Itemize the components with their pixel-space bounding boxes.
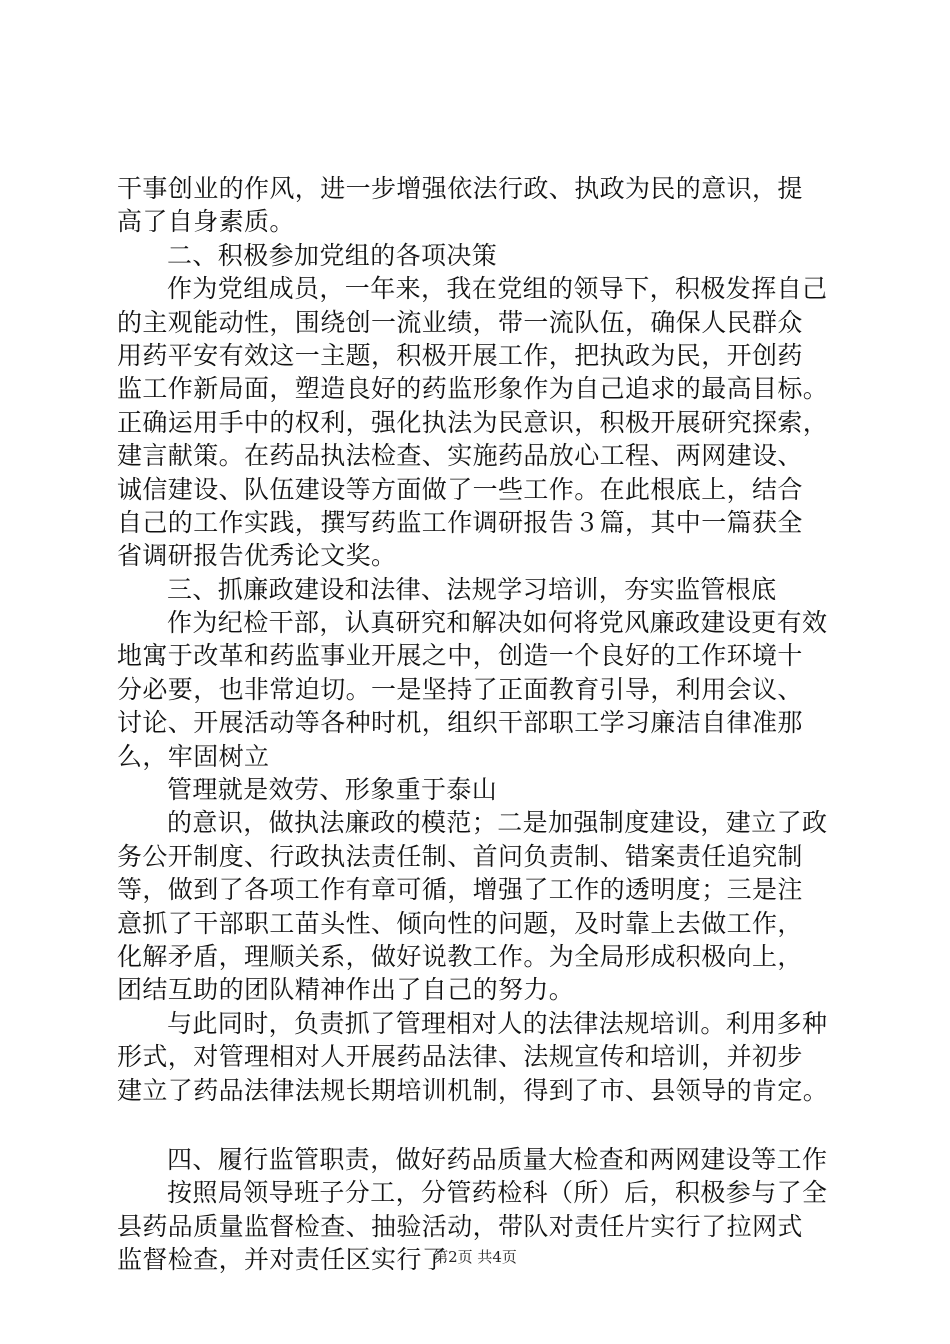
text-line: 高了自身素质。 <box>117 207 295 237</box>
text-line: 分必要，也非常迫切。一是坚持了正面教育引导，利用会议、 <box>117 674 803 704</box>
paragraph-gap <box>117 1107 847 1143</box>
text-line: 管理就是效劳、形象重于泰山 <box>167 775 498 805</box>
text-line: 三、抓廉政建设和法律、法规学习培训，夯实监管根底 <box>167 574 777 604</box>
text-line: 等，做到了各项工作有章可循，增强了工作的透明度；三是注 <box>117 875 803 905</box>
text-line: 么，牢固树立 <box>117 741 270 771</box>
text-line: 形式，对管理相对人开展药品法律、法规宣传和培训，并初步 <box>117 1042 803 1072</box>
text-line: 正确运用手中的权利，强化执法为民意识，积极开展研究探索， <box>117 407 829 437</box>
text-line: 干事创业的作风，进一步增强依法行政、执政为民的意识，提 <box>117 174 803 203</box>
text-line: 地寓于改革和药监事业开展之中，创造一个良好的工作环境十 <box>117 641 803 671</box>
text-line: 的意识，做执法廉政的模范；二是加强制度建设，建立了政 <box>167 808 828 838</box>
text-line: 的主观能动性，围绕创一流业绩，带一流队伍，确保人民群众 <box>117 307 803 337</box>
text-line: 监工作新局面，塑造良好的药监形象作为自己追求的最高目标。 <box>117 374 829 404</box>
text-line: 四、履行监管职责，做好药品质量大检查和两网建设等工作 <box>167 1144 828 1174</box>
text-line: 自己的工作实践，撰写药监工作调研报告３篇，其中一篇获全 <box>117 507 803 537</box>
text-line: 按照局领导班子分工，分管药检科（所）后，积极参与了全 <box>167 1178 828 1208</box>
text-line: 化解矛盾，理顺关系，做好说教工作。为全局形成积极向上， <box>117 941 803 971</box>
text-line: 省调研报告优秀论文奖。 <box>117 541 397 571</box>
text-line: 作为党组成员，一年来，我在党组的领导下，积极发挥自己 <box>167 274 828 304</box>
page-footer: 第2页 共4页 <box>433 1248 517 1266</box>
text-line: 县药品质量监督检查、抽验活动，带队对责任片实行了拉网式 <box>117 1211 803 1241</box>
text-line: 讨论、开展活动等各种时机，组织干部职工学习廉洁自律准那 <box>117 708 803 738</box>
document-body <box>117 172 847 1277</box>
text-line: 意抓了干部职工苗头性、倾向性的问题，及时靠上去做工作， <box>117 908 803 938</box>
text-line: 与此同时，负责抓了管理相对人的法律法规培训。利用多种 <box>167 1008 828 1038</box>
text-line: 建言献策。在药品执法检查、实施药品放心工程、两网建设、 <box>117 441 803 471</box>
text-line: 务公开制度、行政执法责任制、首问负责制、错案责任追究制 <box>117 841 803 871</box>
text-line: 作为纪检干部，认真研究和解决如何将党风廉政建设更有效 <box>167 608 828 638</box>
text-line: 监督检查，并对责任区实行了 <box>117 1245 448 1275</box>
text-line: 诚信建设、队伍建设等方面做了一些工作。在此根底上，结合 <box>117 474 803 504</box>
text-line: 建立了药品法律法规长期培训机制，得到了市、县领导的肯定。 <box>117 1075 829 1105</box>
text-line: 用药平安有效这一主题，积极开展工作，把执政为民，开创药 <box>117 340 803 370</box>
text-block-main <box>117 172 847 1107</box>
text-line: 团结互助的团队精神作出了自己的努力。 <box>117 975 575 1005</box>
text-line: 二、积极参加党组的各项决策 <box>167 240 498 270</box>
